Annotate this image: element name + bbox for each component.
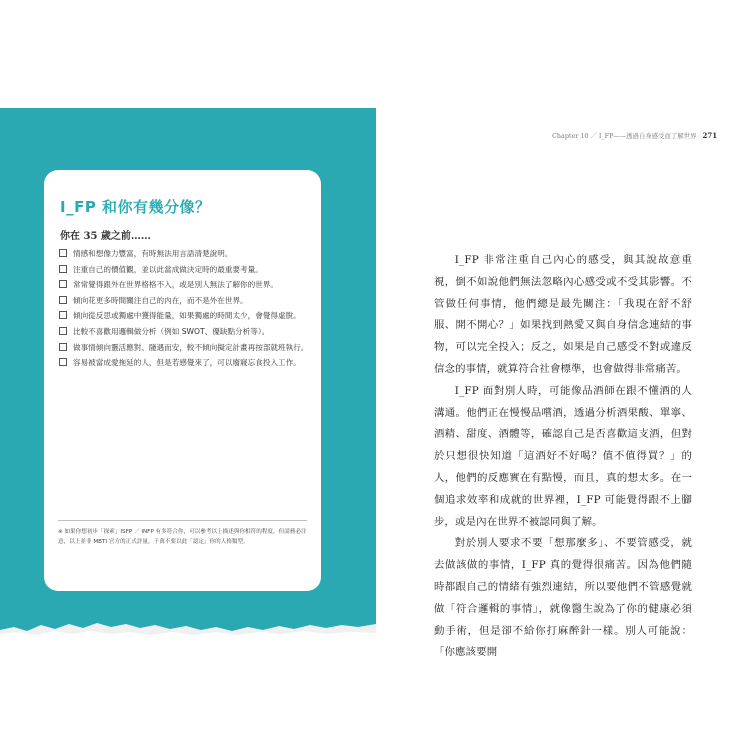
checklist-item-text: 做事情傾向靈活應對、隨遇而安，較不傾向擬定計畫再按部就班執行。 bbox=[73, 342, 309, 352]
body-paragraph: I_FP 非常注重自己內心的感受，與其說故意重視，倒不如說他們無法忽略內心感受或不受其影響。不管做任何事情，他們總是最先關注：「我現在舒不舒服、開不開心？」如果找到熱愛又與自身信念連結的事物，可以完全投入；反之，如果是自己感受不對或違反信念的事情，就算符合社會標準，也會做得非常痛苦。 bbox=[434, 254, 692, 375]
checkbox[interactable] bbox=[59, 280, 67, 288]
checklist-item bbox=[58, 324, 313, 340]
checklist-item bbox=[58, 340, 313, 356]
checkbox[interactable] bbox=[59, 296, 67, 304]
checkbox[interactable] bbox=[59, 249, 67, 257]
checklist-item-text: 容易被當成愛拖延的人，但是若感覺來了，可以廢寢忘食投入工作。 bbox=[73, 358, 301, 368]
checklist-item bbox=[58, 355, 313, 371]
running-header bbox=[552, 131, 718, 140]
checklist bbox=[58, 246, 313, 371]
checkbox[interactable] bbox=[59, 327, 67, 335]
quiz-card bbox=[44, 170, 321, 591]
checkbox[interactable] bbox=[59, 265, 67, 273]
card-title: I_FP 和你有幾分像？ bbox=[60, 198, 211, 216]
checklist-item-text: 注重自己的價值觀，並以此當成做決定時的最重要考量。 bbox=[73, 264, 263, 274]
card-divider bbox=[58, 520, 307, 521]
card-subtitle: 你在 35 歲之前…… bbox=[60, 231, 151, 242]
checklist-item bbox=[58, 293, 313, 309]
body-text bbox=[434, 250, 692, 664]
page-number: 271 bbox=[702, 131, 718, 140]
checklist-item-text: 常常覺得跟外在世界格格不入，或是別人無法了解你的世界。 bbox=[73, 280, 279, 290]
checklist-item-text: 傾向從反思或獨處中獲得能量，如果獨處的時間太少，會覺得虛脫。 bbox=[73, 311, 301, 321]
checklist-item bbox=[58, 277, 313, 293]
left-page-teal-background bbox=[0, 108, 376, 641]
checklist-item-text: 情感和想像力豐富，有時無法用言語清楚說明。 bbox=[73, 249, 233, 258]
checkbox[interactable] bbox=[59, 343, 67, 351]
card-footnote: ※ 如果你想初步「探索」ISFP ／ INFP 有多符合你，可以參考以上描述與你相符的程度。但請務必注意，以上並非 MBTI 官方的正式評量，千萬不要以此「認定」你的人格類型。 bbox=[58, 529, 307, 545]
chapter-title: Chapter 10 ／ I_FP——透過自身感受而了解世界 bbox=[552, 132, 697, 140]
checklist-item bbox=[58, 262, 313, 278]
torn-paper-edge bbox=[0, 613, 376, 641]
checklist-item bbox=[58, 308, 313, 324]
checklist-item bbox=[58, 246, 313, 262]
checklist-item-text: 傾向花更多時間關注自己的內在，而不是外在世界。 bbox=[73, 295, 248, 305]
body-paragraph: I_FP 面對別人時，可能像品酒師在跟不懂酒的人溝通。他們正在慢慢品嚐酒，透過分析酒果酸、單寧、酒精、甜度、酒體等，確認自己是否喜歡這支酒，但對於只想很快知道「這酒好不好喝？值不值得買？」的人，他們的反應實在有點慢，而且，真的想太多。在一個追求效率和成就的世界裡，I_FP 可能覺得跟不上腳步，或是內在世界不被認同與了解。 bbox=[434, 384, 692, 528]
body-paragraph: 對於別人要求不要「想那麼多」、不要管感受，就去做該做的事情，I_FP 真的覺得很痛苦。因為他們隨時都跟自己的情緒有強烈連結，所以要他們不管感覺就做「符合邏輯的事情」，就像醫生說為了你的健康必須動手術，但是卻不給你打麻醉針一樣。別人可能說：「你應該要開 bbox=[434, 537, 692, 659]
checkbox[interactable] bbox=[59, 311, 67, 319]
checkbox[interactable] bbox=[59, 358, 67, 366]
checklist-item-text: 比較不喜歡用邏輯做分析（例如 SWOT、優缺點分析等）。 bbox=[73, 326, 270, 336]
